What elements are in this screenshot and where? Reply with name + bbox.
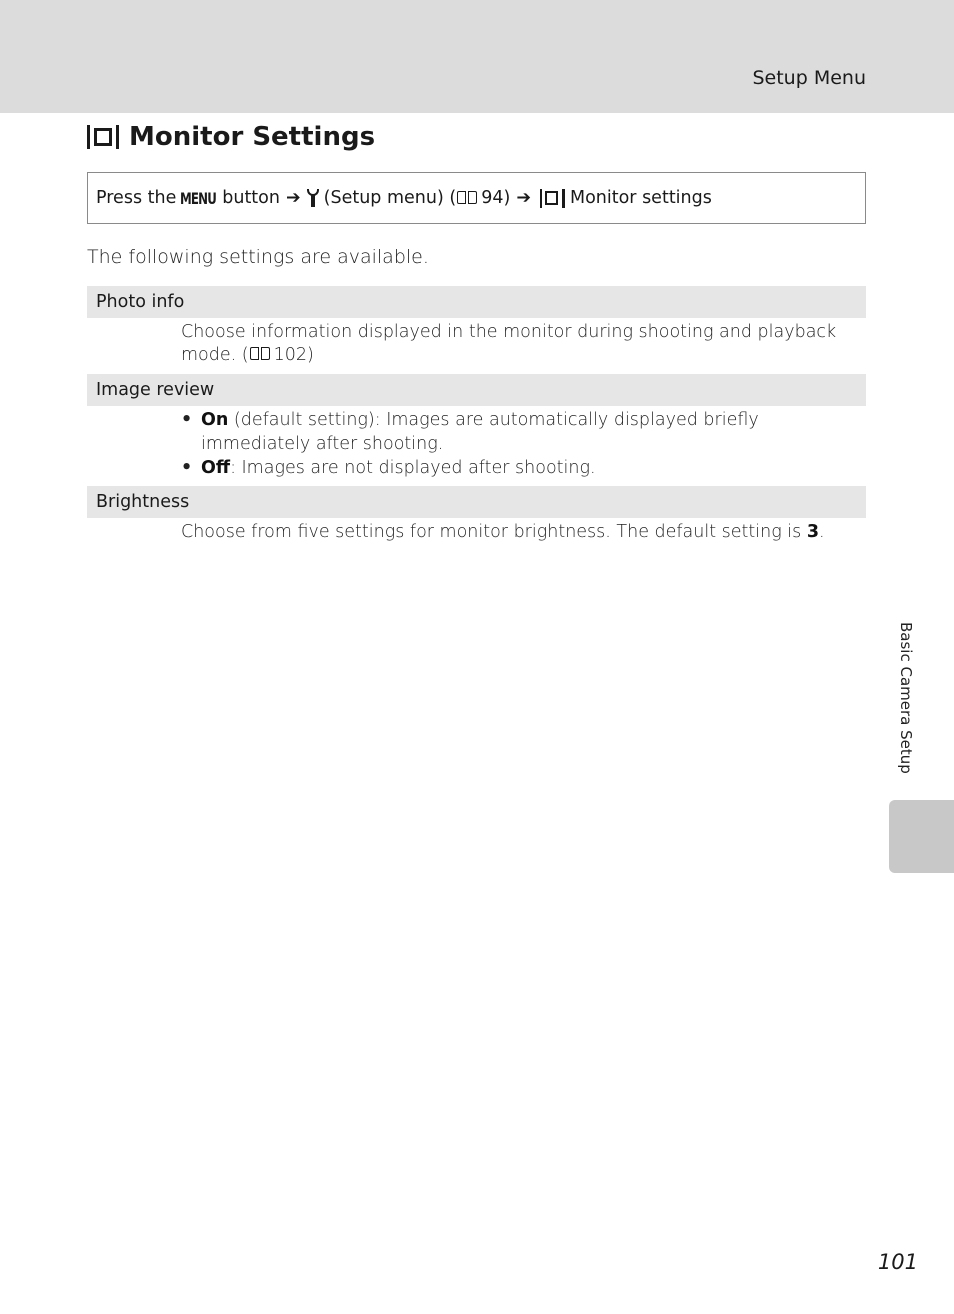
header-band (0, 0, 954, 113)
chapter-side-label: Basic Camera Setup (897, 622, 915, 774)
monitor-icon (540, 189, 565, 208)
arrow-icon: ➔ (285, 188, 301, 208)
setting-description-photo-info: Choose information displayed in the monitor during shooting and playback mode. ( 102) (181, 322, 837, 365)
page-title (87, 122, 375, 152)
setup-menu-page: 94) (481, 188, 511, 208)
menu-icon: MENU (180, 188, 217, 208)
press-the-text: Press the (96, 188, 177, 208)
arrow-icon: ➔ (516, 188, 531, 208)
image-review-options (181, 408, 861, 480)
button-text: button (222, 188, 280, 208)
intro-text: The following settings are available. (87, 246, 429, 268)
book-icon (250, 347, 270, 362)
setting-description-brightness: Choose from five settings for monitor brightness. The default setting is 3. (181, 522, 825, 542)
chapter-tab (889, 800, 954, 873)
setting-name-image-review: Image review (87, 374, 866, 406)
section-name: Setup Menu (752, 67, 866, 89)
list-item: • On (default setting): Images are automatically displayed briefly immediately after shooting. (181, 408, 861, 456)
setting-name-brightness: Brightness (87, 486, 866, 518)
monitor-icon (87, 125, 119, 149)
wrench-icon (307, 189, 319, 207)
menu-path-box (87, 172, 866, 224)
monitor-settings-text: Monitor settings (569, 188, 712, 208)
setting-name-photo-info: Photo info (87, 286, 866, 318)
setup-menu-text: (Setup menu) ( (323, 188, 457, 208)
page-title-text: Monitor Settings (129, 122, 376, 152)
page-number: 101 (877, 1250, 918, 1274)
book-icon (457, 191, 477, 206)
list-item: • Off: Images are not displayed after shooting. (181, 456, 861, 480)
